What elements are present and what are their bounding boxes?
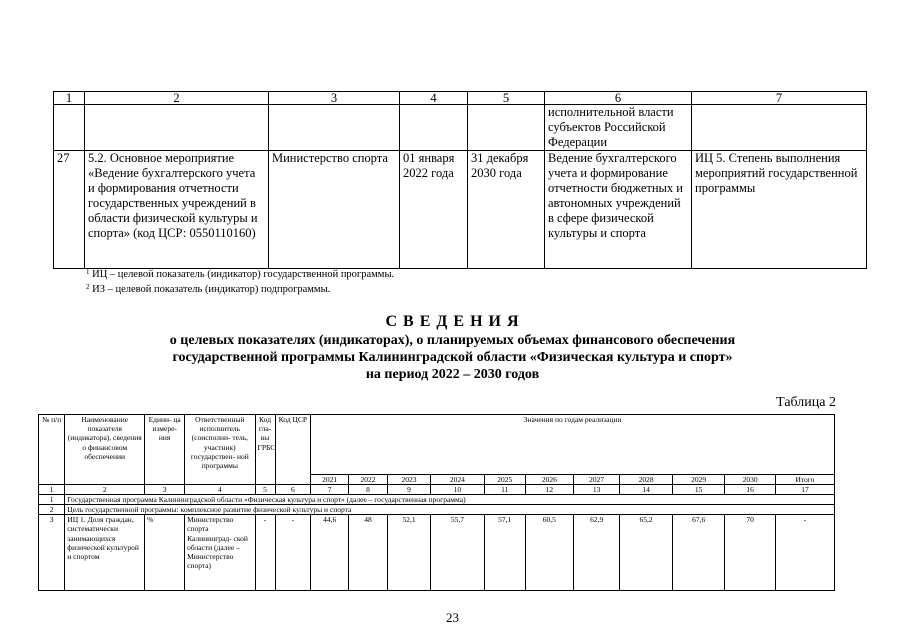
header-grbs: Код гла- вы ГРБС xyxy=(255,415,275,485)
value-2022: 48 xyxy=(349,515,388,591)
col-number: 8 xyxy=(349,485,388,495)
col-number: 5 xyxy=(255,485,275,495)
value-2021: 44,6 xyxy=(311,515,349,591)
indicator-link: ИЦ 5. Степень выполнения мероприятий государственной программы xyxy=(692,151,867,269)
col-number: 17 xyxy=(775,485,834,495)
year-header: 2023 xyxy=(387,475,430,485)
footnote-text: ИЗ – целевой показатель (индикатор) подпрограммы. xyxy=(92,284,331,295)
col-number: 1 xyxy=(54,92,85,105)
col-number: 3 xyxy=(269,92,400,105)
activities-table xyxy=(53,91,867,269)
header-name: Наименование показателя (индикатора), сведения о финансовом обеспечении xyxy=(65,415,145,485)
col-number: 7 xyxy=(692,92,867,105)
value-2024: 55,7 xyxy=(431,515,485,591)
footnote-mark: 1 xyxy=(86,268,90,276)
row-number: 27 xyxy=(54,151,85,269)
footnote-1 xyxy=(86,268,394,281)
header-unit: Едини- ца измере- ния xyxy=(145,415,185,485)
year-header: 2024 xyxy=(431,475,485,485)
heading-word: С В Е Д Е Н И Я xyxy=(385,313,520,330)
year-header: 2030 xyxy=(725,475,775,485)
activity-name: 5.2. Основное мероприятие «Ведение бухгалтерского учета и формирования отчетности государственных учреждений в области физической культуры и спорта» (код ЦСР: 0550110160) xyxy=(85,151,269,269)
col-number: 16 xyxy=(725,485,775,495)
value-2030: 70 xyxy=(725,515,775,591)
col-number: 1 xyxy=(39,485,65,495)
year-header: 2028 xyxy=(620,475,673,485)
year-header: 2025 xyxy=(484,475,525,485)
col-number: 14 xyxy=(620,485,673,495)
col-number: 7 xyxy=(311,485,349,495)
value-2028: 65,2 xyxy=(620,515,673,591)
row-number: 3 xyxy=(39,515,65,591)
col-number: 6 xyxy=(545,92,692,105)
indicator-responsible: Министерство спорта Калининград- ской области (далее – Министерство спорта) xyxy=(185,515,255,591)
table-label: Таблица 2 xyxy=(776,395,836,410)
footnote-mark: 2 xyxy=(86,283,90,291)
footnote-2 xyxy=(86,283,330,296)
row-number: 1 xyxy=(39,495,65,505)
program-title: Государственная программа Калининградской области «Физическая культура и спорт» (далее – государственная программа) xyxy=(65,495,835,505)
program-row xyxy=(39,495,835,505)
col-number: 12 xyxy=(525,485,573,495)
heading-line-3: на период 2022 – 2030 годов xyxy=(365,367,540,382)
indicators-table xyxy=(38,414,835,591)
col-number: 5 xyxy=(468,92,545,105)
value-total: - xyxy=(775,515,834,591)
col-number: 2 xyxy=(65,485,145,495)
header-csr: Код ЦСР xyxy=(275,415,311,485)
value-2029: 67,6 xyxy=(672,515,725,591)
continuation-text: исполнительной власти субъектов Российской Федерации xyxy=(545,105,692,151)
footnote-text: ИЦ – целевой показатель (индикатор) государственной программы. xyxy=(92,269,395,280)
program-goal: Цель государственной программы: комплексное развитие физической культуры и спорта xyxy=(65,505,835,515)
header-responsible: Ответственный исполнитель (соисполни- тель, участник) государствен- ной программы xyxy=(185,415,255,485)
indicator-unit: % xyxy=(145,515,185,591)
year-header: 2027 xyxy=(574,475,620,485)
goal-row xyxy=(39,505,835,515)
table-row xyxy=(54,151,867,269)
end-date: 31 декабря 2030 года xyxy=(468,151,545,269)
col-number: 9 xyxy=(387,485,430,495)
value-2026: 60,5 xyxy=(525,515,573,591)
col-number: 6 xyxy=(275,485,311,495)
year-header: Итого xyxy=(775,475,834,485)
heading-line-1: о целевых показателях (индикаторах), о планируемых объемах финансового обеспечения xyxy=(169,333,736,348)
continuation-row xyxy=(54,105,867,151)
col-number: 4 xyxy=(185,485,255,495)
header-values: Значения по годам реализации xyxy=(311,415,835,475)
responsible-ministry: Министерство спорта xyxy=(269,151,400,269)
col-number: 4 xyxy=(400,92,468,105)
value-2023: 52,1 xyxy=(387,515,430,591)
start-date: 01 января 2022 года xyxy=(400,151,468,269)
table-row xyxy=(39,515,835,591)
col-number: 11 xyxy=(484,485,525,495)
expected-result: Ведение бухгалтерского учета и формирование отчетности бюджетных и автономных учреждений в сфере физической культуры и спорта xyxy=(545,151,692,269)
header-row xyxy=(39,415,835,475)
indicator-name: ИЦ 1. Доля граждан, систематически занимающихся физической культурой и спортом xyxy=(65,515,145,591)
column-number-row xyxy=(39,485,835,495)
csr-code: - xyxy=(275,515,311,591)
col-number: 2 xyxy=(85,92,269,105)
grbs-code: - xyxy=(255,515,275,591)
header-num: № п/п xyxy=(39,415,65,485)
value-2027: 62,9 xyxy=(574,515,620,591)
column-number-row xyxy=(54,92,867,105)
year-header: 2026 xyxy=(525,475,573,485)
year-header: 2029 xyxy=(672,475,725,485)
col-number: 15 xyxy=(672,485,725,495)
row-number: 2 xyxy=(39,505,65,515)
heading-line-2: государственной программы Калининградской области «Физическая культура и спорт» xyxy=(172,350,733,365)
col-number: 3 xyxy=(145,485,185,495)
value-2025: 57,1 xyxy=(484,515,525,591)
page-number: 23 xyxy=(446,610,459,625)
year-header: 2022 xyxy=(349,475,388,485)
year-header: 2021 xyxy=(311,475,349,485)
col-number: 10 xyxy=(431,485,485,495)
col-number: 13 xyxy=(574,485,620,495)
